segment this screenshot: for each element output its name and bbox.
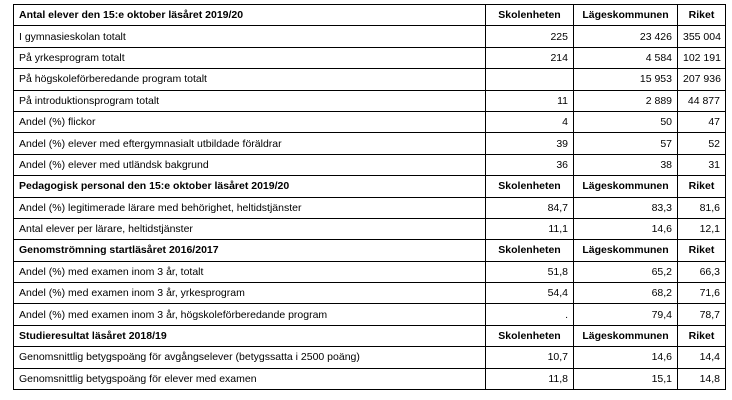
table-row bbox=[14, 26, 726, 47]
table-row bbox=[14, 283, 726, 304]
row-label: Andel (%) med examen inom 3 år, totalt bbox=[14, 261, 486, 282]
value-riket: 81,6 bbox=[678, 197, 726, 218]
column-header-skolenheten: Skolenheten bbox=[486, 240, 574, 261]
value-skolenheten: 225 bbox=[486, 26, 574, 47]
section-header-antal-elever bbox=[14, 5, 726, 26]
value-riket: 207 936 bbox=[678, 69, 726, 90]
value-lageskommunen: 65,2 bbox=[574, 261, 678, 282]
row-label: I gymnasieskolan totalt bbox=[14, 26, 486, 47]
column-header-riket: Riket bbox=[678, 325, 726, 346]
row-label: Genomsnittlig betygspoäng för elever med examen bbox=[14, 368, 486, 389]
table-row bbox=[14, 47, 726, 68]
section-title: Genomströmning startläsåret 2016/2017 bbox=[14, 240, 486, 261]
value-riket: 355 004 bbox=[678, 26, 726, 47]
table-row bbox=[14, 111, 726, 132]
section-title: Pedagogisk personal den 15:e oktober läsåret 2019/20 bbox=[14, 176, 486, 197]
table-row bbox=[14, 347, 726, 368]
statistics-document bbox=[13, 4, 725, 390]
section-title: Studieresultat läsåret 2018/19 bbox=[14, 325, 486, 346]
table-row bbox=[14, 197, 726, 218]
row-label: Genomsnittlig betygspoäng för avgångselever (betygssatta i 2500 poäng) bbox=[14, 347, 486, 368]
column-header-riket: Riket bbox=[678, 240, 726, 261]
value-skolenheten: 84,7 bbox=[486, 197, 574, 218]
value-lageskommunen: 14,6 bbox=[574, 347, 678, 368]
value-skolenheten: 11,8 bbox=[486, 368, 574, 389]
value-skolenheten: 39 bbox=[486, 133, 574, 154]
value-skolenheten: . bbox=[486, 304, 574, 325]
value-riket: 12,1 bbox=[678, 218, 726, 239]
value-skolenheten: 11 bbox=[486, 90, 574, 111]
value-riket: 14,8 bbox=[678, 368, 726, 389]
column-header-riket: Riket bbox=[678, 176, 726, 197]
value-lageskommunen: 83,3 bbox=[574, 197, 678, 218]
row-label: På introduktionsprogram totalt bbox=[14, 90, 486, 111]
value-skolenheten: 11,1 bbox=[486, 218, 574, 239]
table-row bbox=[14, 154, 726, 175]
section-title: Antal elever den 15:e oktober läsåret 2019/20 bbox=[14, 5, 486, 26]
value-lageskommunen: 50 bbox=[574, 111, 678, 132]
value-lageskommunen: 68,2 bbox=[574, 283, 678, 304]
value-riket: 52 bbox=[678, 133, 726, 154]
row-label: Andel (%) elever med eftergymnasialt utbildade föräldrar bbox=[14, 133, 486, 154]
table-row bbox=[14, 90, 726, 111]
row-label: Andel (%) elever med utländsk bakgrund bbox=[14, 154, 486, 175]
value-riket: 78,7 bbox=[678, 304, 726, 325]
value-lageskommunen: 2 889 bbox=[574, 90, 678, 111]
table-row bbox=[14, 69, 726, 90]
column-header-skolenheten: Skolenheten bbox=[486, 176, 574, 197]
value-riket: 44 877 bbox=[678, 90, 726, 111]
value-skolenheten: 4 bbox=[486, 111, 574, 132]
row-label: Andel (%) legitimerade lärare med behörighet, heltidstjänster bbox=[14, 197, 486, 218]
value-lageskommunen: 23 426 bbox=[574, 26, 678, 47]
column-header-lageskommunen: Lägeskommunen bbox=[574, 240, 678, 261]
table-row bbox=[14, 368, 726, 389]
table-row bbox=[14, 261, 726, 282]
value-lageskommunen: 15,1 bbox=[574, 368, 678, 389]
value-skolenheten: 214 bbox=[486, 47, 574, 68]
value-skolenheten: 10,7 bbox=[486, 347, 574, 368]
value-riket: 102 191 bbox=[678, 47, 726, 68]
section-header-studieresultat bbox=[14, 325, 726, 346]
row-label: Andel (%) flickor bbox=[14, 111, 486, 132]
column-header-lageskommunen: Lägeskommunen bbox=[574, 5, 678, 26]
section-header-genomstromning bbox=[14, 240, 726, 261]
column-header-riket: Riket bbox=[678, 5, 726, 26]
section-header-pedagogisk-personal bbox=[14, 176, 726, 197]
value-riket: 66,3 bbox=[678, 261, 726, 282]
value-riket: 71,6 bbox=[678, 283, 726, 304]
column-header-lageskommunen: Lägeskommunen bbox=[574, 325, 678, 346]
row-label: På högskoleförberedande program totalt bbox=[14, 69, 486, 90]
value-lageskommunen: 57 bbox=[574, 133, 678, 154]
row-label: Antal elever per lärare, heltidstjänster bbox=[14, 218, 486, 239]
row-label: Andel (%) med examen inom 3 år, yrkesprogram bbox=[14, 283, 486, 304]
school-statistics-table bbox=[13, 4, 726, 390]
value-skolenheten: 36 bbox=[486, 154, 574, 175]
table-row bbox=[14, 304, 726, 325]
row-label: Andel (%) med examen inom 3 år, högskoleförberedande program bbox=[14, 304, 486, 325]
value-lageskommunen: 79,4 bbox=[574, 304, 678, 325]
column-header-lageskommunen: Lägeskommunen bbox=[574, 176, 678, 197]
value-riket: 14,4 bbox=[678, 347, 726, 368]
column-header-skolenheten: Skolenheten bbox=[486, 325, 574, 346]
table-row bbox=[14, 218, 726, 239]
value-riket: 47 bbox=[678, 111, 726, 132]
column-header-skolenheten: Skolenheten bbox=[486, 5, 574, 26]
value-skolenheten bbox=[486, 69, 574, 90]
value-skolenheten: 51,8 bbox=[486, 261, 574, 282]
value-lageskommunen: 4 584 bbox=[574, 47, 678, 68]
value-lageskommunen: 15 953 bbox=[574, 69, 678, 90]
value-lageskommunen: 38 bbox=[574, 154, 678, 175]
value-lageskommunen: 14,6 bbox=[574, 218, 678, 239]
value-skolenheten: 54,4 bbox=[486, 283, 574, 304]
table-row bbox=[14, 133, 726, 154]
row-label: På yrkesprogram totalt bbox=[14, 47, 486, 68]
value-riket: 31 bbox=[678, 154, 726, 175]
